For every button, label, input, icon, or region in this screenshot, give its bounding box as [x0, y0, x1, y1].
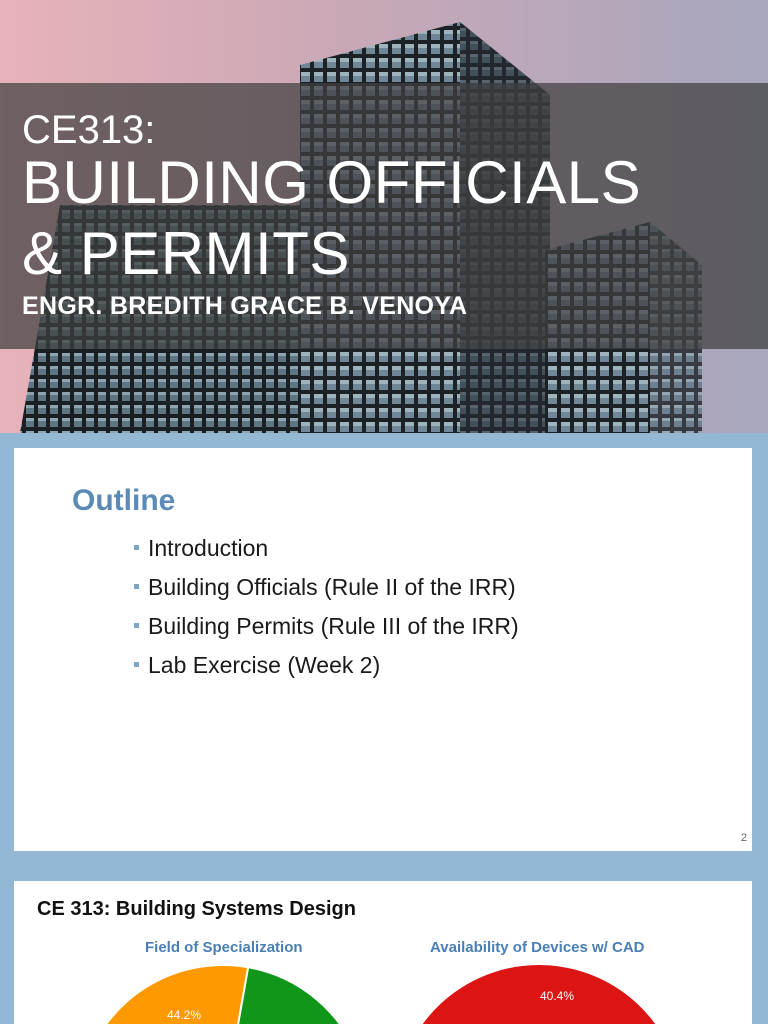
title-line-2: & PERMITS — [22, 220, 350, 287]
chart-title-devices: Availability of Devices w/ CAD — [430, 939, 645, 956]
survey-slide — [14, 881, 752, 1024]
square-bullet-icon — [134, 662, 139, 667]
outline-list — [134, 534, 519, 690]
pie-charts — [14, 881, 752, 1024]
page-number: 2 — [740, 832, 747, 844]
chart-title-specialization: Field of Specialization — [145, 939, 303, 956]
pie-slice-label: 44.2% — [167, 1008, 202, 1022]
list-item: Introduction — [134, 534, 519, 573]
author-name: ENGR. BREDITH GRACE B. VENOYA — [22, 292, 468, 320]
pie-chart-specialization — [78, 965, 359, 1024]
course-code: CE313: — [22, 108, 156, 152]
title-line-1: BUILDING OFFICIALS — [22, 149, 642, 216]
survey-heading: CE 313: Building Systems Design — [37, 898, 356, 920]
list-item: Building Officials (Rule II of the IRR) — [134, 573, 519, 612]
outline-heading: Outline — [72, 484, 176, 517]
pie-slice-red — [401, 964, 678, 1024]
square-bullet-icon — [134, 584, 139, 589]
pie-slice-orange — [78, 965, 248, 1024]
outline-slide — [14, 448, 752, 851]
square-bullet-icon — [134, 623, 139, 628]
pie-slice-label: 40.4% — [540, 989, 575, 1003]
title-slide — [0, 0, 768, 433]
square-bullet-icon — [134, 545, 139, 550]
list-item: Building Permits (Rule III of the IRR) — [134, 612, 519, 651]
list-item: Lab Exercise (Week 2) — [134, 651, 519, 690]
pie-chart-devices — [395, 964, 678, 1024]
